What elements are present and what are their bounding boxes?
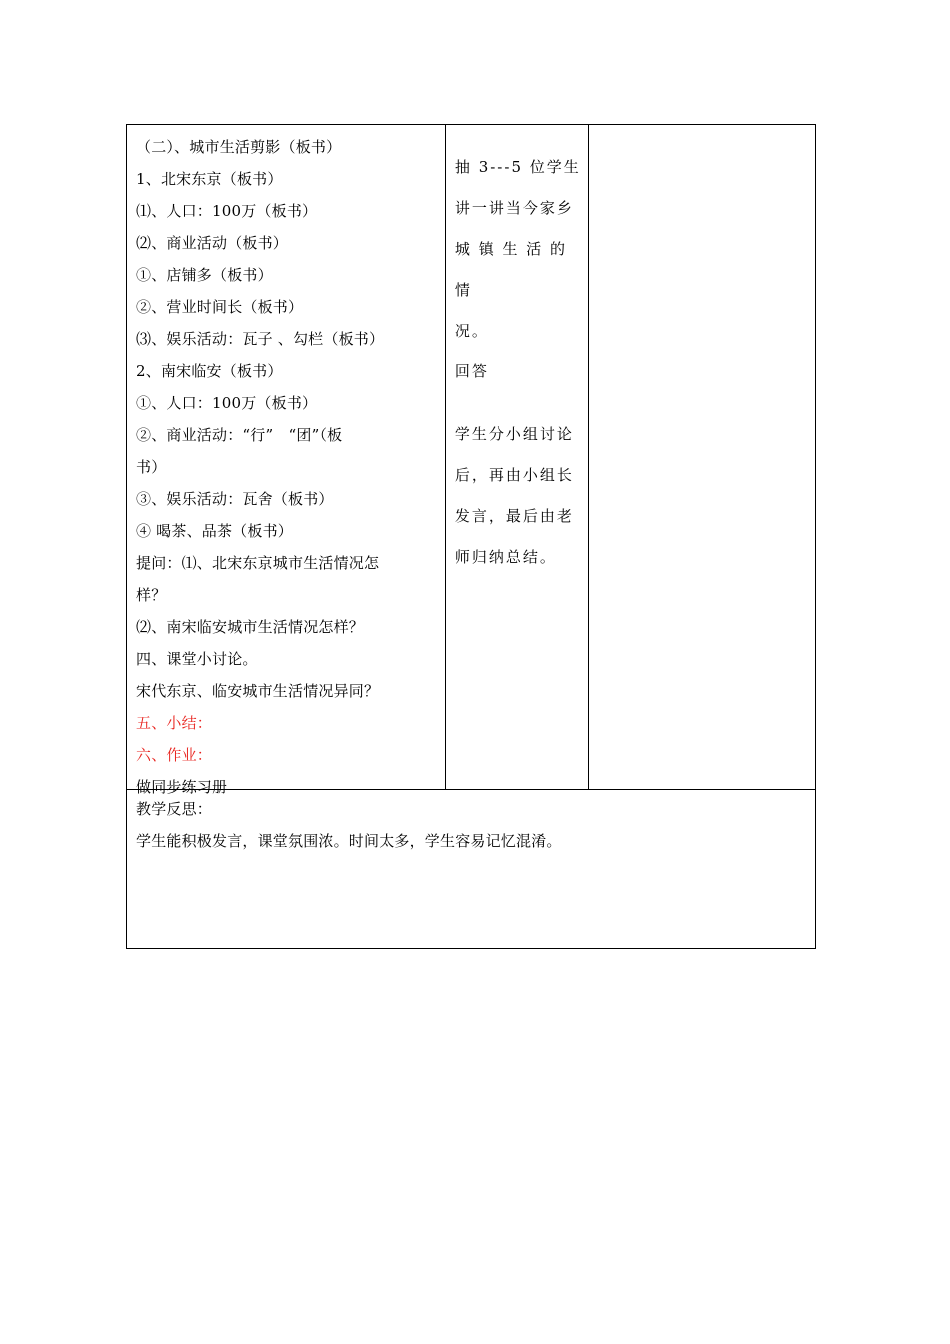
content-line: ⑴、人口：100万（板书）: [136, 202, 318, 220]
content-line: 四、课堂小讨论。: [136, 650, 258, 668]
content-line: （二）、城市生活剪影（板书）: [136, 138, 342, 156]
content-line: ⑶、娱乐活动：瓦子 、勾栏（板书）: [136, 330, 385, 348]
content-line: 2、南宋临安（板书）: [136, 362, 283, 380]
teaching-content: [127, 125, 445, 796]
content-line: 六、作业：: [136, 746, 213, 764]
student-activity-line: 城 镇 生 活 的 情: [454, 240, 567, 299]
content-line: ④ 喝茶、品茶（板书）: [136, 522, 293, 540]
table-row: [127, 790, 816, 949]
content-line: ①、店铺多（板书）: [136, 266, 273, 284]
student-activity-line: 抽 3---5 位学生: [454, 158, 581, 176]
content-line: ②、商业活动：“行” “团”（板: [136, 426, 343, 444]
content-line: 提问：⑴、北宋东京城市生活情况怎: [136, 554, 380, 572]
content-line: ⑵、商业活动（板书）: [136, 234, 289, 252]
student-activity: [446, 125, 588, 578]
notes-cell: [589, 125, 816, 790]
reflection-title: 教学反思：: [136, 800, 213, 818]
reflection-cell: [127, 790, 816, 949]
content-line: ⑵、南宋临安城市生活情况怎样？: [136, 618, 365, 636]
student-activity-line: 师归纳总结。: [454, 548, 557, 566]
content-line: 样？: [136, 586, 167, 604]
table-row: [127, 125, 816, 790]
student-activity-line: 学生分小组讨论: [454, 425, 574, 443]
content-line: ②、营业时间长（板书）: [136, 298, 304, 316]
content-line: 做同步练习册: [136, 778, 228, 796]
content-line: 宋代东京、临安城市生活情况异同？: [136, 682, 380, 700]
content-line: 1、北宋东京（板书）: [136, 170, 283, 188]
content-line: 书）: [136, 458, 167, 476]
answer-text: 回答: [454, 362, 489, 380]
student-activity-line: 况。: [454, 322, 489, 340]
student-activity-line: 讲一讲当今家乡: [454, 199, 574, 217]
student-activity-line: 后，再由小组长: [454, 466, 574, 484]
student-activity-line: 发言，最后由老: [454, 507, 574, 525]
content-line: 五、小结：: [136, 714, 213, 732]
content-line: ①、人口：100万（板书）: [136, 394, 318, 412]
content-line: ③、娱乐活动：瓦舍（板书）: [136, 490, 334, 508]
lesson-table: [126, 124, 816, 949]
reflection-text: 学生能积极发言，课堂氛围浓。时间太多，学生容易记忆混淆。: [136, 832, 562, 850]
student-activity-cell: [445, 125, 588, 790]
teaching-content-cell: [127, 125, 446, 796]
